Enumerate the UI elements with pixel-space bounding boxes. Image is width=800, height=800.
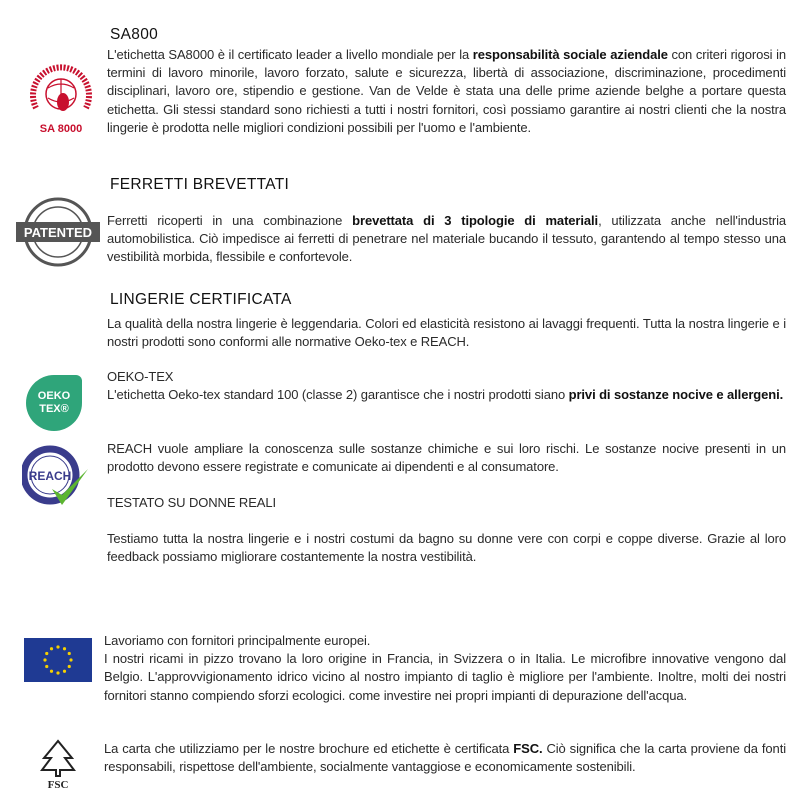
eu-star-icon [56,645,59,648]
reach-logo [22,445,92,511]
oeko-tex-paragraph: L'etichetta Oeko-tex standard 100 (classe 2) garantisce che i nostri prodotti siano privi di sostanze nocive e allergeni. [107,387,784,402]
lingerie-heading: LINGERIE CERTIFICATA [110,291,292,308]
eu-flag-icon [24,638,92,682]
eu-star-icon [45,652,48,655]
eu-star-icon [63,670,66,673]
eu-star-icon [68,665,71,668]
oeko-tex-logo: OEKO TEX® [26,375,82,431]
reach-paragraph: REACH vuole ampliare la conoscenza sulle sostanze chimiche e sui loro rischi. Le sostanze nocive presenti in un prodotto devono essere registrate e comunicate ai dipendenti e al consumatore. [107,441,786,475]
sa8000-heading: SA800 [110,26,159,43]
fsc-logo [36,738,80,790]
eu-star-icon [45,665,48,668]
patented-stamp-icon [14,196,102,268]
lingerie-intro: La qualità della nostra lingerie è leggendaria. Colori ed elasticità resistono ai lavaggi frequenti. Tutta la nostra lingerie e i nostri prodotti sono conformi alle normative Oeko-tex e REACH. [107,316,786,350]
ferretti-paragraph: Ferretti ricoperti in una combinazione brevettata di 3 tipologie di materiali, utilizzata anche nell'industria automobilistica. Ciò impedisce ai ferretti di penetrare nel materiale bucando il tessuto, garantendo al tempo stesso una vestibilità morbida, flessibile e confortevole. [107,213,786,265]
fsc-paragraph: La carta che utilizziamo per le nostre brochure ed etichette è certificata FSC. Ciò significa che la carta proviene da fonti responsabili, rispettose dell'ambiente, socialmente vantaggiose e economicamente sostenibili. [104,741,786,775]
ferretti-heading: FERRETTI BREVETTATI [110,176,290,193]
sa8000-paragraph: L'etichetta SA8000 è il certificato leader a livello mondiale per la responsabilità sociale aziendale con criteri rigorosi in termini di lavoro minorile, lavoro forzato, salute e sicurezza, libertà di associazione, discriminazione, procedimenti disciplinari, lavoro ore, stipendio e gestione. Van de Velde è stata una delle prime aziende belghe a portare questa etichetta. Gli stessi standard sono richiesti a tutti i nostri fornitori, così possiamo garantire ai nostri clienti che la nostra lingerie è prodotta nelle migliori condizioni possibili per l'uomo e l'ambiente. [107,47,786,135]
eu-star-icon [68,652,71,655]
tested-paragraph: Testiamo tutta la nostra lingerie e i nostri costumi da bagno su donne vere con corpi e coppe diverse. Grazie al loro feedback possiamo migliorare costantemente la nostra vestibilità. [107,531,786,565]
svg-text:REACH: REACH [28,469,72,483]
oeko-tex-title: OEKO-TEX [107,369,174,384]
eu-star-icon [63,647,66,650]
svg-text:FSC: FSC [47,779,69,790]
europe-paragraph: Lavoriamo con fornitori principalmente europei. I nostri ricami in pizzo trovano la loro origine in Francia, in Svizzera o in Italia. Le microfibre innovative vengono dal Belgio. L'approvvigionamento idrico vicino al nostro impianto di taglio è migliore per l'ambiente. Inoltre, molti dei nostri fornitori stanno compiendo sforzi ecologici. come investire nei propri impianti di depurazione dell'acqua. [104,633,786,703]
tested-title: TESTATO SU DONNE REALI [107,495,276,510]
eu-star-icon [50,647,53,650]
eu-star-icon [56,671,59,674]
eu-star-icon [69,658,72,661]
eu-star-icon [50,670,53,673]
sa8000-logo [22,58,100,136]
svg-text:SA 8000: SA 8000 [39,123,83,135]
eu-star-icon [43,658,46,661]
svg-text:PATENTED: PATENTED [23,225,93,240]
